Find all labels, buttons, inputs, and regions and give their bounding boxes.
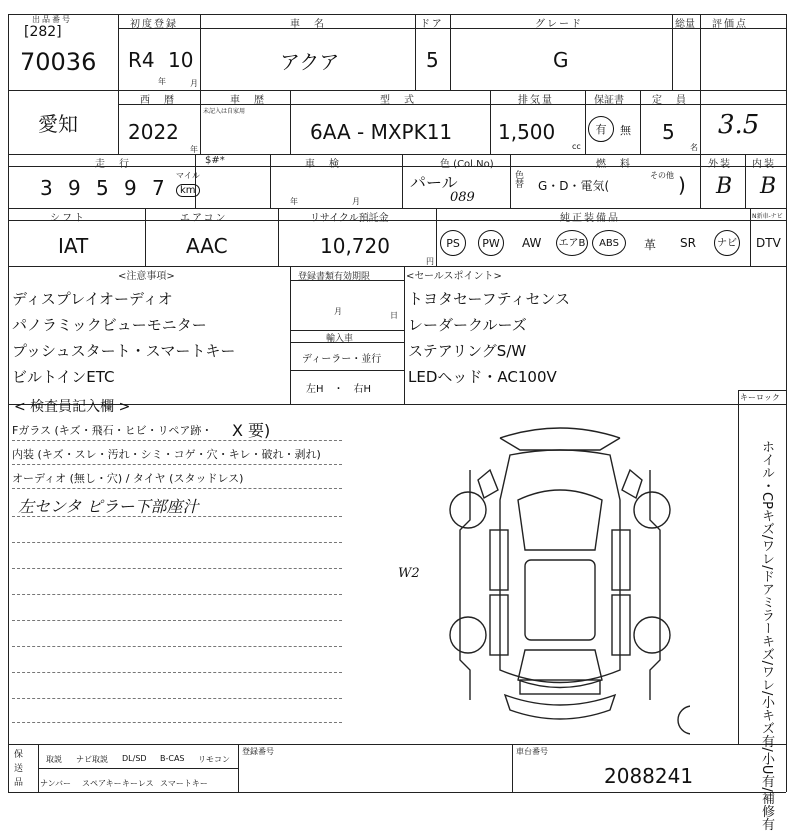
score-label: 評価点 — [712, 19, 748, 30]
footer-keyless: キーレス — [122, 779, 154, 788]
new-car-label: N新車-ナビ — [752, 213, 783, 220]
year-value: 2022 — [128, 120, 179, 144]
interior-line: 内装 (キズ・スレ・汚れ・シミ・コゲ・穴・キレ・破れ・剥れ) — [12, 448, 321, 461]
reg-doc-label: 登録書類有効期限 — [298, 272, 371, 282]
recycle-value: 10,720 — [320, 234, 390, 258]
equip-airbag: エアB — [556, 230, 588, 256]
sale-item-3: ステアリングS/W — [408, 342, 527, 360]
reg-month: 月 — [334, 307, 342, 316]
ac-label: エアコン — [180, 213, 228, 224]
recycle-label: リサイクル預託金 — [310, 213, 389, 224]
exterior-value: B — [716, 174, 733, 199]
reg-day: 日 — [390, 311, 398, 320]
history-note: 未記入は自家用 — [203, 108, 246, 115]
capacity-value: 5 — [662, 120, 675, 144]
first-reg-month: 10 — [168, 48, 194, 72]
mileage-unit-km: km — [176, 184, 200, 197]
sale-item-2: レーダークルーズ — [408, 316, 527, 334]
year-unit2: 年 — [190, 145, 198, 154]
notes-label: <注意事項> — [118, 271, 175, 282]
mileage-digit-3: 5 — [96, 176, 109, 200]
fuel-options: G・D・電気( — [538, 179, 610, 193]
fuel-close: ) — [678, 173, 686, 197]
ac-value: AAC — [186, 234, 228, 258]
doors-label: ドア — [420, 19, 444, 30]
year-unit: 年 — [158, 77, 166, 86]
glass-line: Fガラス (キズ・飛石・ヒビ・リペア跡・ — [12, 424, 213, 437]
mileage-unit-mile: マイル — [176, 171, 200, 180]
lot-box-label: 出品番号 — [32, 15, 72, 24]
equip-leather: 革 — [644, 238, 657, 252]
mileage-digit-2: 9 — [68, 176, 81, 200]
history-label: 車 歴 — [230, 95, 266, 106]
equip-sr: SR — [680, 236, 696, 250]
footer-spare-key: スペアキー — [82, 779, 122, 788]
total-label: 総量 — [675, 19, 695, 30]
doors-value: 5 — [426, 48, 439, 72]
import-dealer: ディーラー・並行 — [302, 354, 382, 365]
footer-dlsd: DL/SD — [122, 754, 147, 763]
note-item-1: ディスプレイオーディオ — [12, 290, 173, 308]
equip-navi: ナビ — [714, 230, 740, 256]
shift-label: シフト — [50, 213, 86, 224]
car-diagram — [430, 410, 690, 740]
reg-number-label: 登録番号 — [242, 747, 274, 756]
inspector-label: < 検査員記入欄 > — [14, 399, 131, 415]
key-lock-label: キーロック — [740, 393, 780, 402]
handwritten-note: 左センタ ピラー下部座汁 — [18, 497, 199, 516]
disp-value: 1,500 — [498, 120, 556, 144]
inspection-month: 月 — [352, 197, 360, 206]
type-label: 型 式 — [380, 95, 416, 106]
mileage-digit-5: 7 — [152, 176, 165, 200]
import-side: 左H ・ 右H — [306, 384, 372, 395]
equip-dtv: DTV — [756, 236, 781, 250]
color-code: 089 — [450, 190, 475, 205]
note-item-2: パノラミックビューモニター — [12, 316, 207, 334]
inspection-year: 年 — [290, 197, 298, 206]
legend-vertical: ホイル・CPキズ/ワレ/ドアミラーキズ/ワレ/小キズ有/小U有/補修有 — [759, 440, 774, 831]
stock-label: 車台番号 — [516, 747, 548, 756]
capacity-unit: 名 — [690, 143, 698, 152]
warranty-no: 無 — [620, 124, 631, 137]
grade-label: グレード — [535, 19, 583, 30]
mileage-label: 走 行 — [95, 159, 131, 170]
footer-remote: リモコン — [198, 755, 230, 764]
sale-item-1: トヨタセーフティセンス — [408, 290, 571, 308]
model-value: アクア — [280, 50, 340, 74]
stock-value: 2088241 — [604, 764, 694, 788]
footer-left-label: 保送品 — [14, 750, 24, 788]
footer-smart-key: スマートキー — [160, 779, 208, 788]
disp-unit: cc — [572, 142, 581, 151]
grade-value: G — [553, 48, 569, 72]
sharp-label: $#* — [205, 155, 225, 166]
fuel-other: その他 — [650, 171, 674, 180]
region: 愛知 — [38, 112, 78, 136]
warranty-yes: 有 — [588, 116, 614, 142]
audio-line: オーディオ (無し・穴) / タイヤ (スタッドレス) — [12, 472, 244, 485]
first-reg-era: R4 — [128, 48, 155, 72]
shift-value: IAT — [58, 234, 89, 258]
equip-abs: ABS — [592, 230, 626, 256]
disp-label: 排気量 — [518, 95, 554, 106]
equip-ps: PS — [440, 230, 466, 256]
color-label: 色 (Col.No) — [440, 159, 494, 170]
diagram-mark: W2 — [398, 566, 420, 581]
equip-pw: PW — [478, 230, 504, 256]
footer-manual: 取説 — [46, 755, 62, 764]
fuel-label: 燃 料 — [596, 159, 632, 170]
mileage-digit-1: 3 — [40, 176, 65, 200]
model-label: 車 名 — [290, 19, 326, 30]
interior-value: B — [760, 174, 777, 199]
year-label: 西 暦 — [140, 95, 176, 106]
equip-aw: AW — [522, 236, 542, 250]
sale-item-4: LEDヘッド・AC100V — [408, 368, 557, 386]
color-value: パール — [410, 173, 458, 192]
capacity-label: 定 員 — [652, 95, 688, 106]
inspection-label: 車 検 — [305, 159, 341, 170]
exterior-label: 外装 — [708, 159, 732, 170]
import-label: 輸入車 — [326, 334, 354, 344]
glass-mark: X 要) — [232, 421, 271, 440]
recycle-unit: 円 — [426, 257, 434, 266]
lot-number: 70036 — [20, 48, 97, 76]
month-unit: 月 — [190, 79, 198, 88]
footer-navi-manual: ナビ取説 — [76, 755, 108, 764]
lot-small: [282] — [24, 24, 62, 40]
footer-plate: ナンバー — [40, 779, 72, 788]
interior-label: 内装 — [752, 159, 776, 170]
note-item-4: ビルトインETC — [12, 368, 115, 386]
note-item-3: プッシュスタート・スマートキー — [12, 342, 236, 360]
equipment-label: 純正装備品 — [560, 213, 620, 224]
first-reg-label: 初度登録 — [130, 19, 178, 30]
warranty-label: 保証書 — [594, 95, 624, 106]
mileage-digit-4: 9 — [124, 176, 137, 200]
type-value: 6AA - MXPK11 — [310, 120, 453, 144]
color-change: 色替 — [513, 170, 523, 188]
sales-label: <セールスポイント> — [406, 271, 502, 282]
score-value: 3.5 — [718, 110, 760, 140]
footer-bcas: B-CAS — [160, 754, 185, 763]
